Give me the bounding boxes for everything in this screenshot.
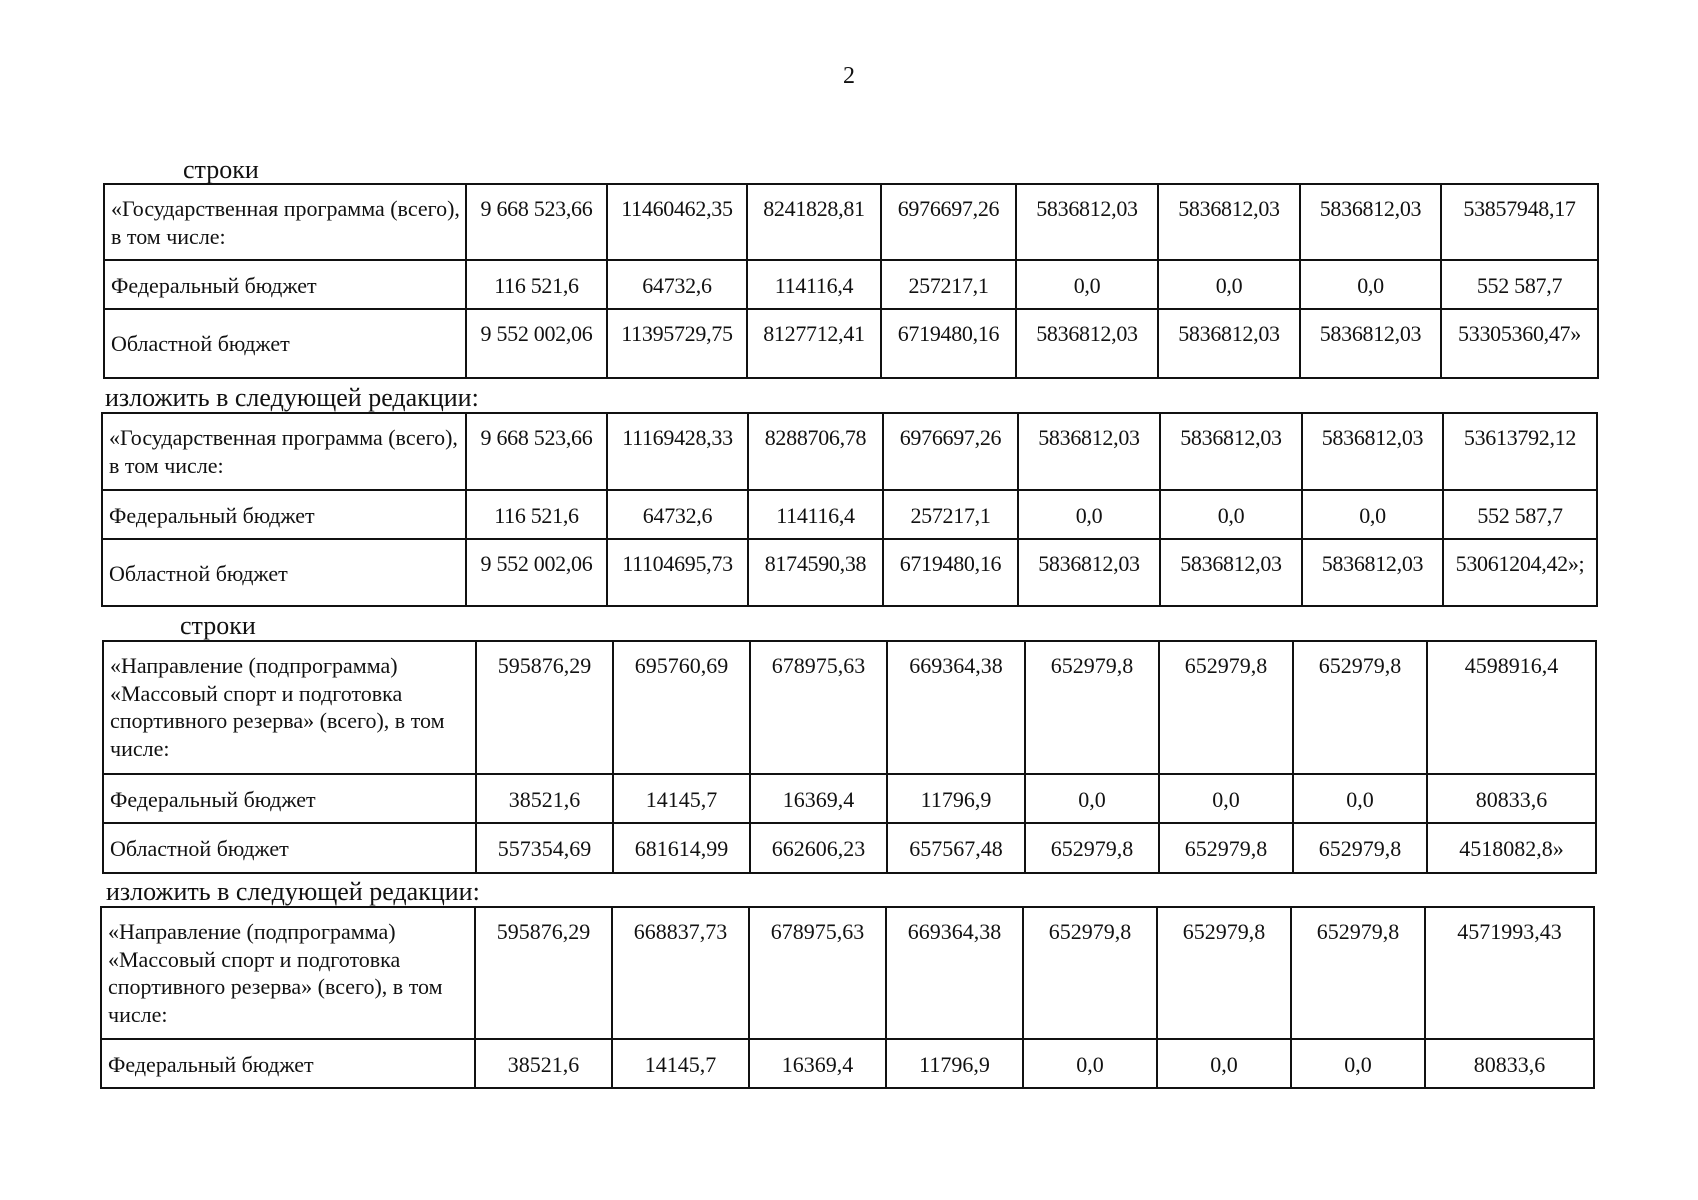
- table-cell: 4518082,8»: [1427, 823, 1596, 873]
- table-cell: 652979,8: [1023, 907, 1157, 1039]
- table-cell: 64732,6: [607, 260, 747, 309]
- table-cell: 64732,6: [607, 490, 748, 539]
- table-cell: 11395729,75: [607, 309, 747, 378]
- table-row: [103, 823, 1596, 873]
- budget-table: [100, 906, 1595, 1089]
- table-cell: 38521,6: [476, 774, 613, 823]
- table-row: [104, 184, 1598, 260]
- table-cell: 657567,48: [887, 823, 1025, 873]
- table-cell: 6976697,26: [881, 184, 1016, 260]
- table-cell: 668837,73: [612, 907, 749, 1039]
- table-cell: 5836812,03: [1302, 539, 1443, 606]
- table-cell: 257217,1: [881, 260, 1016, 309]
- table-cell: 0,0: [1159, 774, 1293, 823]
- table-cell: 14145,7: [613, 774, 750, 823]
- table-cell: 0,0: [1160, 490, 1302, 539]
- table-cell: 552 587,7: [1443, 490, 1597, 539]
- table-cell: 53857948,17: [1441, 184, 1598, 260]
- table-row: [104, 260, 1598, 309]
- table-cell: 669364,38: [887, 641, 1025, 774]
- table-cell: 11169428,33: [607, 413, 748, 490]
- table-cell: 595876,29: [476, 641, 613, 774]
- table-row: [102, 539, 1597, 606]
- table-cell: 53613792,12: [1443, 413, 1597, 490]
- table-row: [101, 1039, 1594, 1088]
- table-cell: 5836812,03: [1018, 539, 1160, 606]
- page-number: 2: [843, 63, 855, 89]
- table-cell: 652979,8: [1159, 823, 1293, 873]
- table-cell: 11104695,73: [607, 539, 748, 606]
- table-cell: 0,0: [1302, 490, 1443, 539]
- block-heading: строки: [180, 611, 256, 640]
- table-cell: 652979,8: [1291, 907, 1425, 1039]
- row-label: Федеральный бюджет: [103, 774, 476, 823]
- row-label: «Направление (подпрограмма) «Массовый спорт и подготовка спортивного резерва» (всего), в том числе:: [101, 907, 475, 1039]
- table-cell: 14145,7: [612, 1039, 749, 1088]
- row-label: «Государственная программа (всего), в том числе:: [102, 413, 466, 490]
- table-cell: 11460462,35: [607, 184, 747, 260]
- table-cell: 5836812,03: [1016, 184, 1158, 260]
- table-cell: 0,0: [1291, 1039, 1425, 1088]
- table-cell: 5836812,03: [1018, 413, 1160, 490]
- row-label: Областной бюджет: [104, 309, 466, 378]
- table-cell: 8127712,41: [747, 309, 881, 378]
- table-cell: 0,0: [1157, 1039, 1291, 1088]
- table-cell: 11796,9: [886, 1039, 1023, 1088]
- table-cell: 552 587,7: [1441, 260, 1598, 309]
- table-cell: 8174590,38: [748, 539, 883, 606]
- table-cell: 4571993,43: [1425, 907, 1594, 1039]
- table-cell: 16369,4: [750, 774, 887, 823]
- table-cell: 0,0: [1025, 774, 1159, 823]
- table-cell: 53061204,42»;: [1443, 539, 1597, 606]
- table-cell: 652979,8: [1159, 641, 1293, 774]
- table-cell: 80833,6: [1425, 1039, 1594, 1088]
- table-cell: 681614,99: [613, 823, 750, 873]
- table-row: [102, 490, 1597, 539]
- table-cell: 669364,38: [886, 907, 1023, 1039]
- table-cell: 8241828,81: [747, 184, 881, 260]
- table-cell: 652979,8: [1293, 823, 1427, 873]
- row-label: Федеральный бюджет: [101, 1039, 475, 1088]
- table-cell: 652979,8: [1025, 641, 1159, 774]
- block-heading: строки: [183, 155, 259, 184]
- table-cell: 257217,1: [883, 490, 1018, 539]
- table-cell: 0,0: [1018, 490, 1160, 539]
- table-cell: 16369,4: [749, 1039, 886, 1088]
- table-cell: 9 552 002,06: [466, 539, 607, 606]
- row-label: Федеральный бюджет: [102, 490, 466, 539]
- table-cell: 11796,9: [887, 774, 1025, 823]
- table-cell: 5836812,03: [1300, 184, 1441, 260]
- budget-table: [102, 640, 1597, 874]
- table-cell: 8288706,78: [748, 413, 883, 490]
- table-cell: 5836812,03: [1160, 539, 1302, 606]
- table-cell: 114116,4: [747, 260, 881, 309]
- table-cell: 5836812,03: [1160, 413, 1302, 490]
- table-row: [101, 907, 1594, 1039]
- table-cell: 6719480,16: [881, 309, 1016, 378]
- table-cell: 695760,69: [613, 641, 750, 774]
- table-cell: 9 668 523,66: [466, 184, 607, 260]
- table-row: [103, 774, 1596, 823]
- table-row: [102, 413, 1597, 490]
- table-cell: 9 552 002,06: [466, 309, 607, 378]
- table-cell: 557354,69: [476, 823, 613, 873]
- table-cell: 6719480,16: [883, 539, 1018, 606]
- table-cell: 4598916,4: [1427, 641, 1596, 774]
- table-cell: 678975,63: [750, 641, 887, 774]
- table-cell: 80833,6: [1427, 774, 1596, 823]
- table-cell: 5836812,03: [1158, 309, 1300, 378]
- table-cell: 0,0: [1293, 774, 1427, 823]
- table-cell: 652979,8: [1293, 641, 1427, 774]
- table-cell: 595876,29: [475, 907, 612, 1039]
- table-cell: 53305360,47»: [1441, 309, 1598, 378]
- table-cell: 0,0: [1023, 1039, 1157, 1088]
- table-row: [103, 641, 1596, 774]
- table-cell: 5836812,03: [1158, 184, 1300, 260]
- table-cell: 114116,4: [748, 490, 883, 539]
- table-cell: 5836812,03: [1016, 309, 1158, 378]
- table-cell: 116 521,6: [466, 490, 607, 539]
- table-cell: 0,0: [1158, 260, 1300, 309]
- table-cell: 652979,8: [1157, 907, 1291, 1039]
- budget-table: [103, 183, 1599, 379]
- table-row: [104, 309, 1598, 378]
- table-cell: 0,0: [1016, 260, 1158, 309]
- table-cell: 662606,23: [750, 823, 887, 873]
- table-cell: 9 668 523,66: [466, 413, 607, 490]
- table-cell: 678975,63: [749, 907, 886, 1039]
- table-cell: 38521,6: [475, 1039, 612, 1088]
- block-heading: изложить в следующей редакции:: [105, 383, 479, 412]
- row-label: «Направление (подпрограмма) «Массовый спорт и подготовка спортивного резерва» (всего), в том числе:: [103, 641, 476, 774]
- table-cell: 0,0: [1300, 260, 1441, 309]
- table-cell: 652979,8: [1025, 823, 1159, 873]
- table-cell: 6976697,26: [883, 413, 1018, 490]
- table-cell: 5836812,03: [1300, 309, 1441, 378]
- budget-table: [101, 412, 1598, 607]
- row-label: Областной бюджет: [103, 823, 476, 873]
- block-heading: изложить в следующей редакции:: [106, 877, 480, 906]
- row-label: «Государственная программа (всего), в том числе:: [104, 184, 466, 260]
- table-cell: 116 521,6: [466, 260, 607, 309]
- row-label: Федеральный бюджет: [104, 260, 466, 309]
- table-cell: 5836812,03: [1302, 413, 1443, 490]
- row-label: Областной бюджет: [102, 539, 466, 606]
